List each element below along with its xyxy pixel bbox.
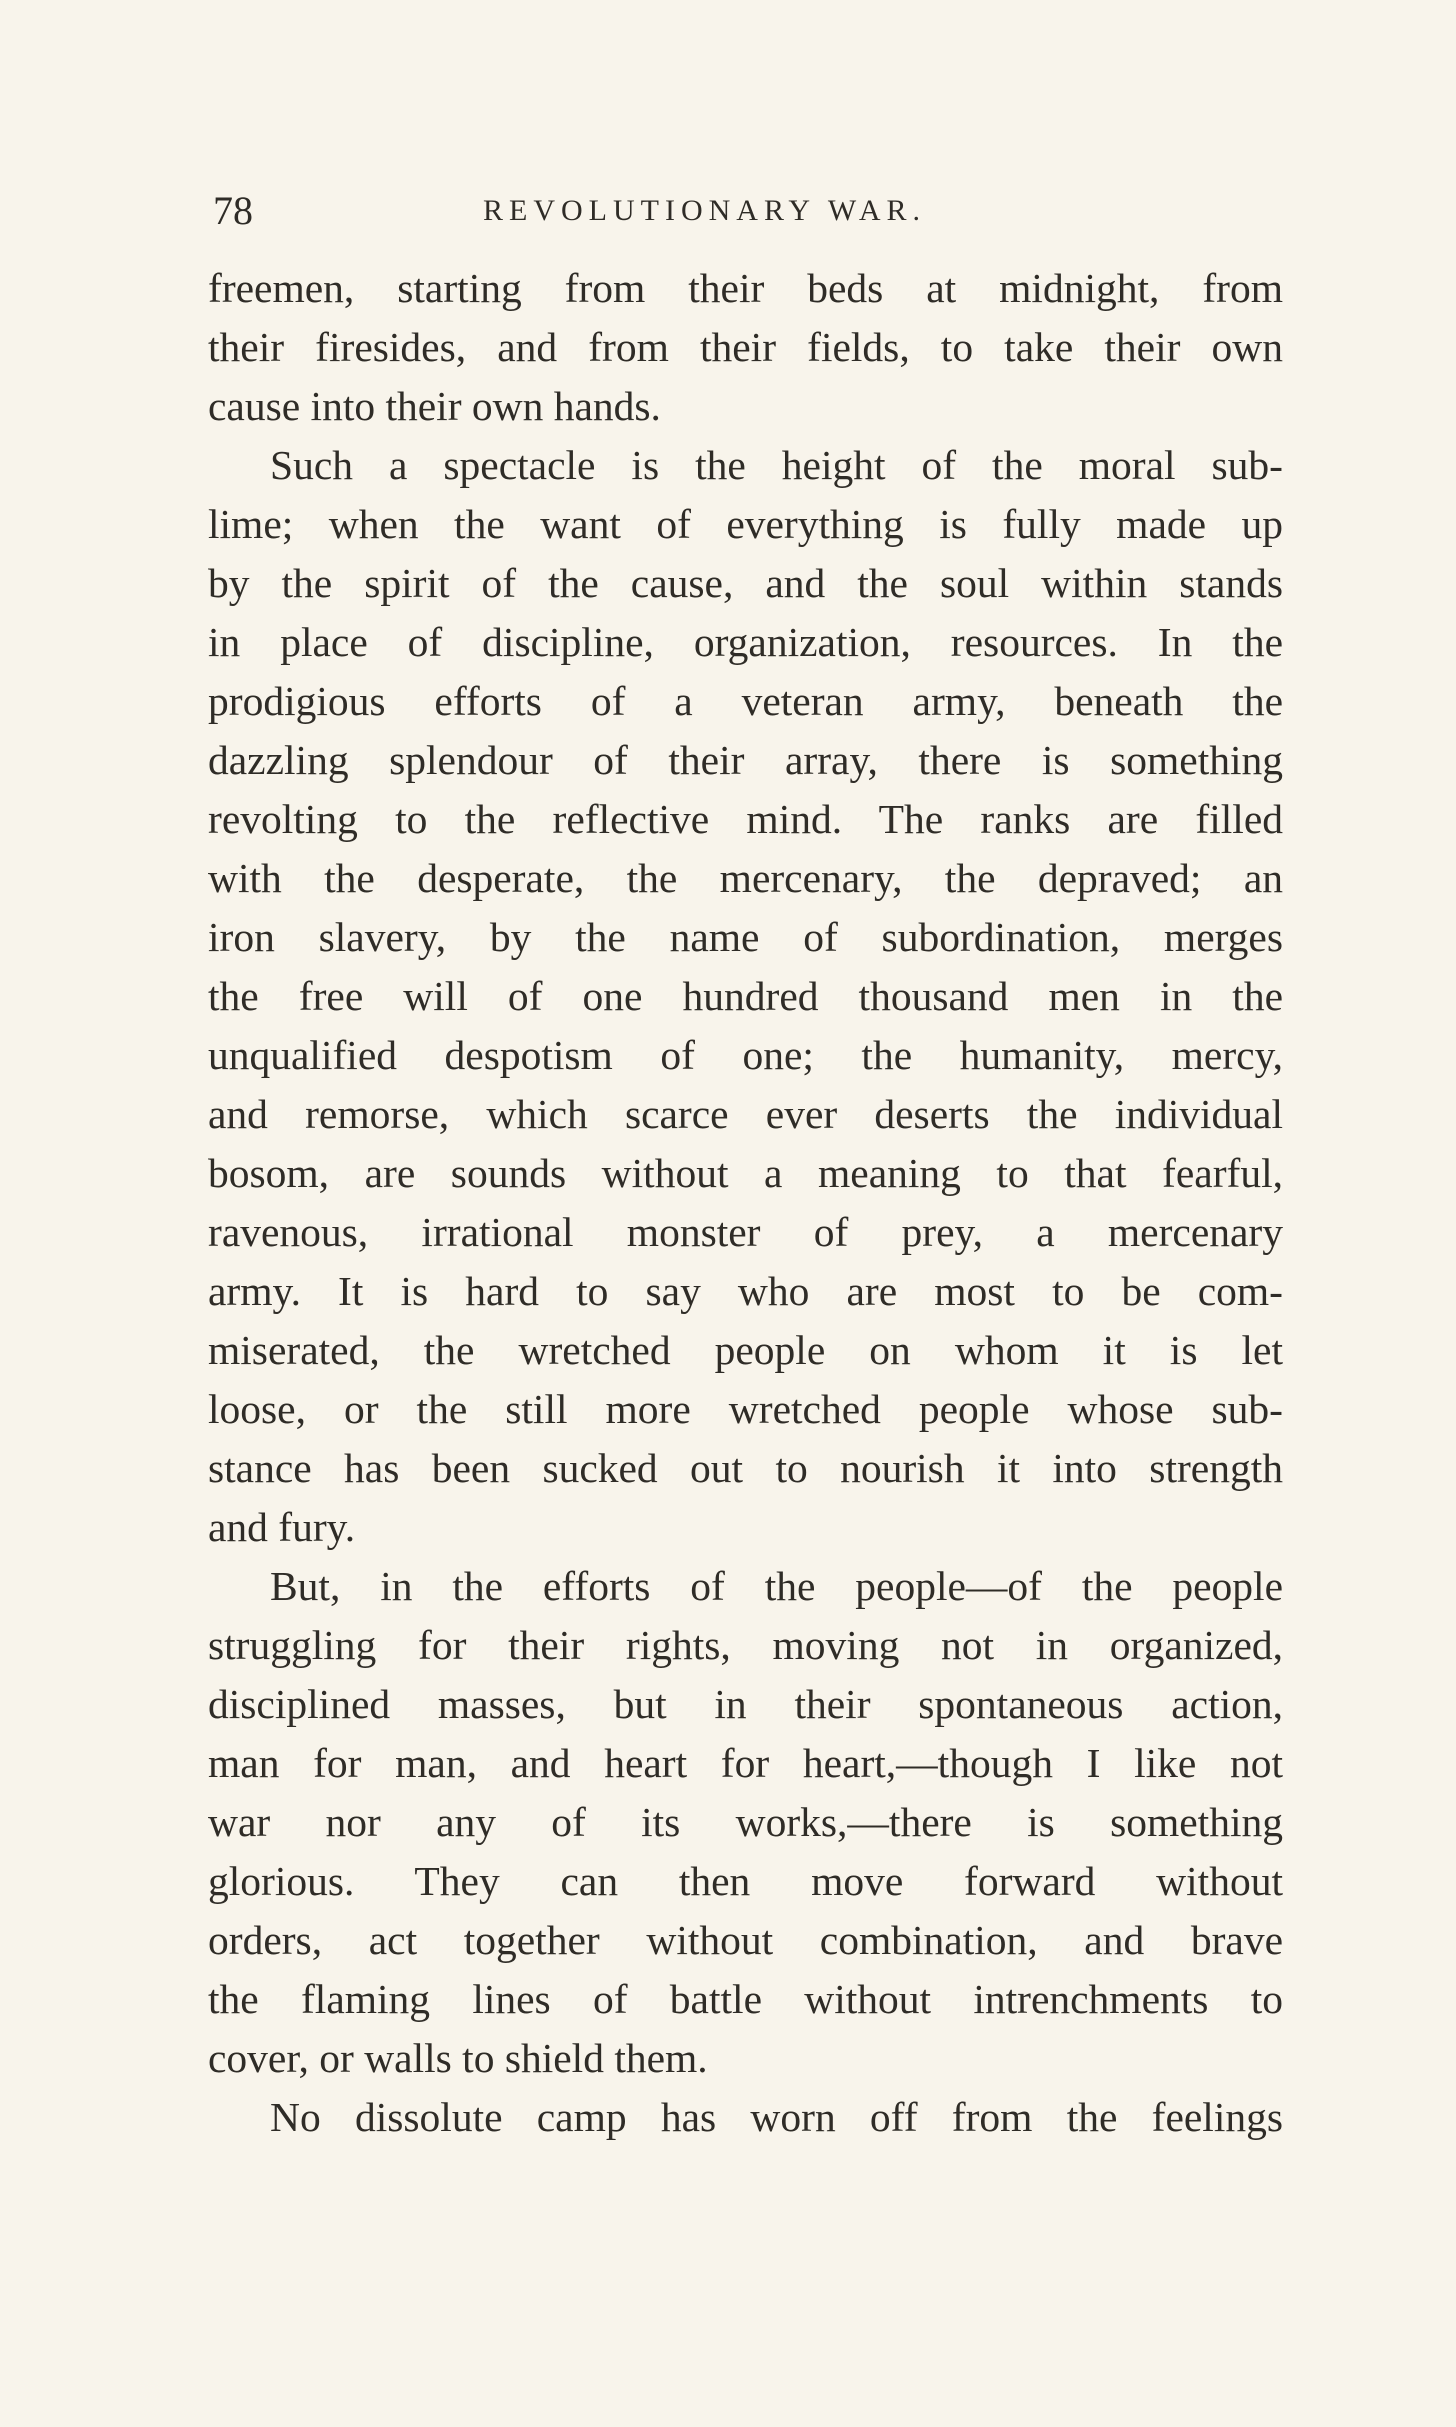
text-line: orders, act together without combination, and brave bbox=[208, 1917, 1283, 1963]
text-line: the flaming lines of battle without intrenchments to bbox=[208, 1976, 1283, 2022]
text-line: cover, or walls to shield them. bbox=[208, 2035, 708, 2081]
text-line: cause into their own hands. bbox=[208, 383, 661, 429]
text-line: stance has been sucked out to nourish it into strength bbox=[208, 1445, 1283, 1491]
text-line: struggling for their rights, moving not in organized, bbox=[208, 1622, 1283, 1668]
text-line: by the spirit of the cause, and the soul within stands bbox=[208, 560, 1283, 606]
text-line: bosom, are sounds without a meaning to that fearful, bbox=[208, 1150, 1283, 1196]
text-line: disciplined masses, but in their spontaneous action, bbox=[208, 1681, 1283, 1727]
text-line: Such a spectacle is the height of the moral sub- bbox=[270, 442, 1283, 488]
text-line: dazzling splendour of their array, there is something bbox=[208, 737, 1283, 783]
text-line: ravenous, irrational monster of prey, a mercenary bbox=[208, 1209, 1283, 1255]
text-line: freemen, starting from their beds at midnight, from bbox=[208, 265, 1283, 311]
text-line: unqualified despotism of one; the humanity, mercy, bbox=[208, 1032, 1283, 1078]
text-line: and fury. bbox=[208, 1504, 356, 1550]
text-line: lime; when the want of everything is fully made up bbox=[208, 501, 1283, 547]
page-number: 78 bbox=[213, 188, 253, 233]
text-line: miserated, the wretched people on whom it is let bbox=[208, 1327, 1283, 1373]
text-line: revolting to the reflective mind. The ranks are filled bbox=[208, 796, 1283, 842]
text-line: their firesides, and from their fields, to take their own bbox=[208, 324, 1283, 370]
text-line: army. It is hard to say who are most to be com- bbox=[208, 1268, 1283, 1314]
text-line: iron slavery, by the name of subordination, merges bbox=[208, 914, 1283, 960]
text-line: loose, or the still more wretched people whose sub- bbox=[208, 1386, 1283, 1432]
text-line: with the desperate, the mercenary, the depraved; an bbox=[208, 855, 1283, 901]
text-line: war nor any of its works,—there is something bbox=[208, 1799, 1283, 1845]
text-line: But, in the efforts of the people—of the people bbox=[270, 1563, 1283, 1609]
text-line: glorious. They can then move forward without bbox=[208, 1858, 1283, 1904]
text-line: the free will of one hundred thousand men in the bbox=[208, 973, 1283, 1019]
text-line: and remorse, which scarce ever deserts the individual bbox=[208, 1091, 1283, 1137]
text-line: in place of discipline, organization, resources. In the bbox=[208, 619, 1283, 665]
text-line: No dissolute camp has worn off from the feelings bbox=[270, 2094, 1283, 2140]
text-line: prodigious efforts of a veteran army, beneath the bbox=[208, 678, 1283, 724]
running-head: REVOLUTIONARY WAR. bbox=[483, 194, 926, 227]
text-line: man for man, and heart for heart,—though I like not bbox=[208, 1740, 1283, 1786]
